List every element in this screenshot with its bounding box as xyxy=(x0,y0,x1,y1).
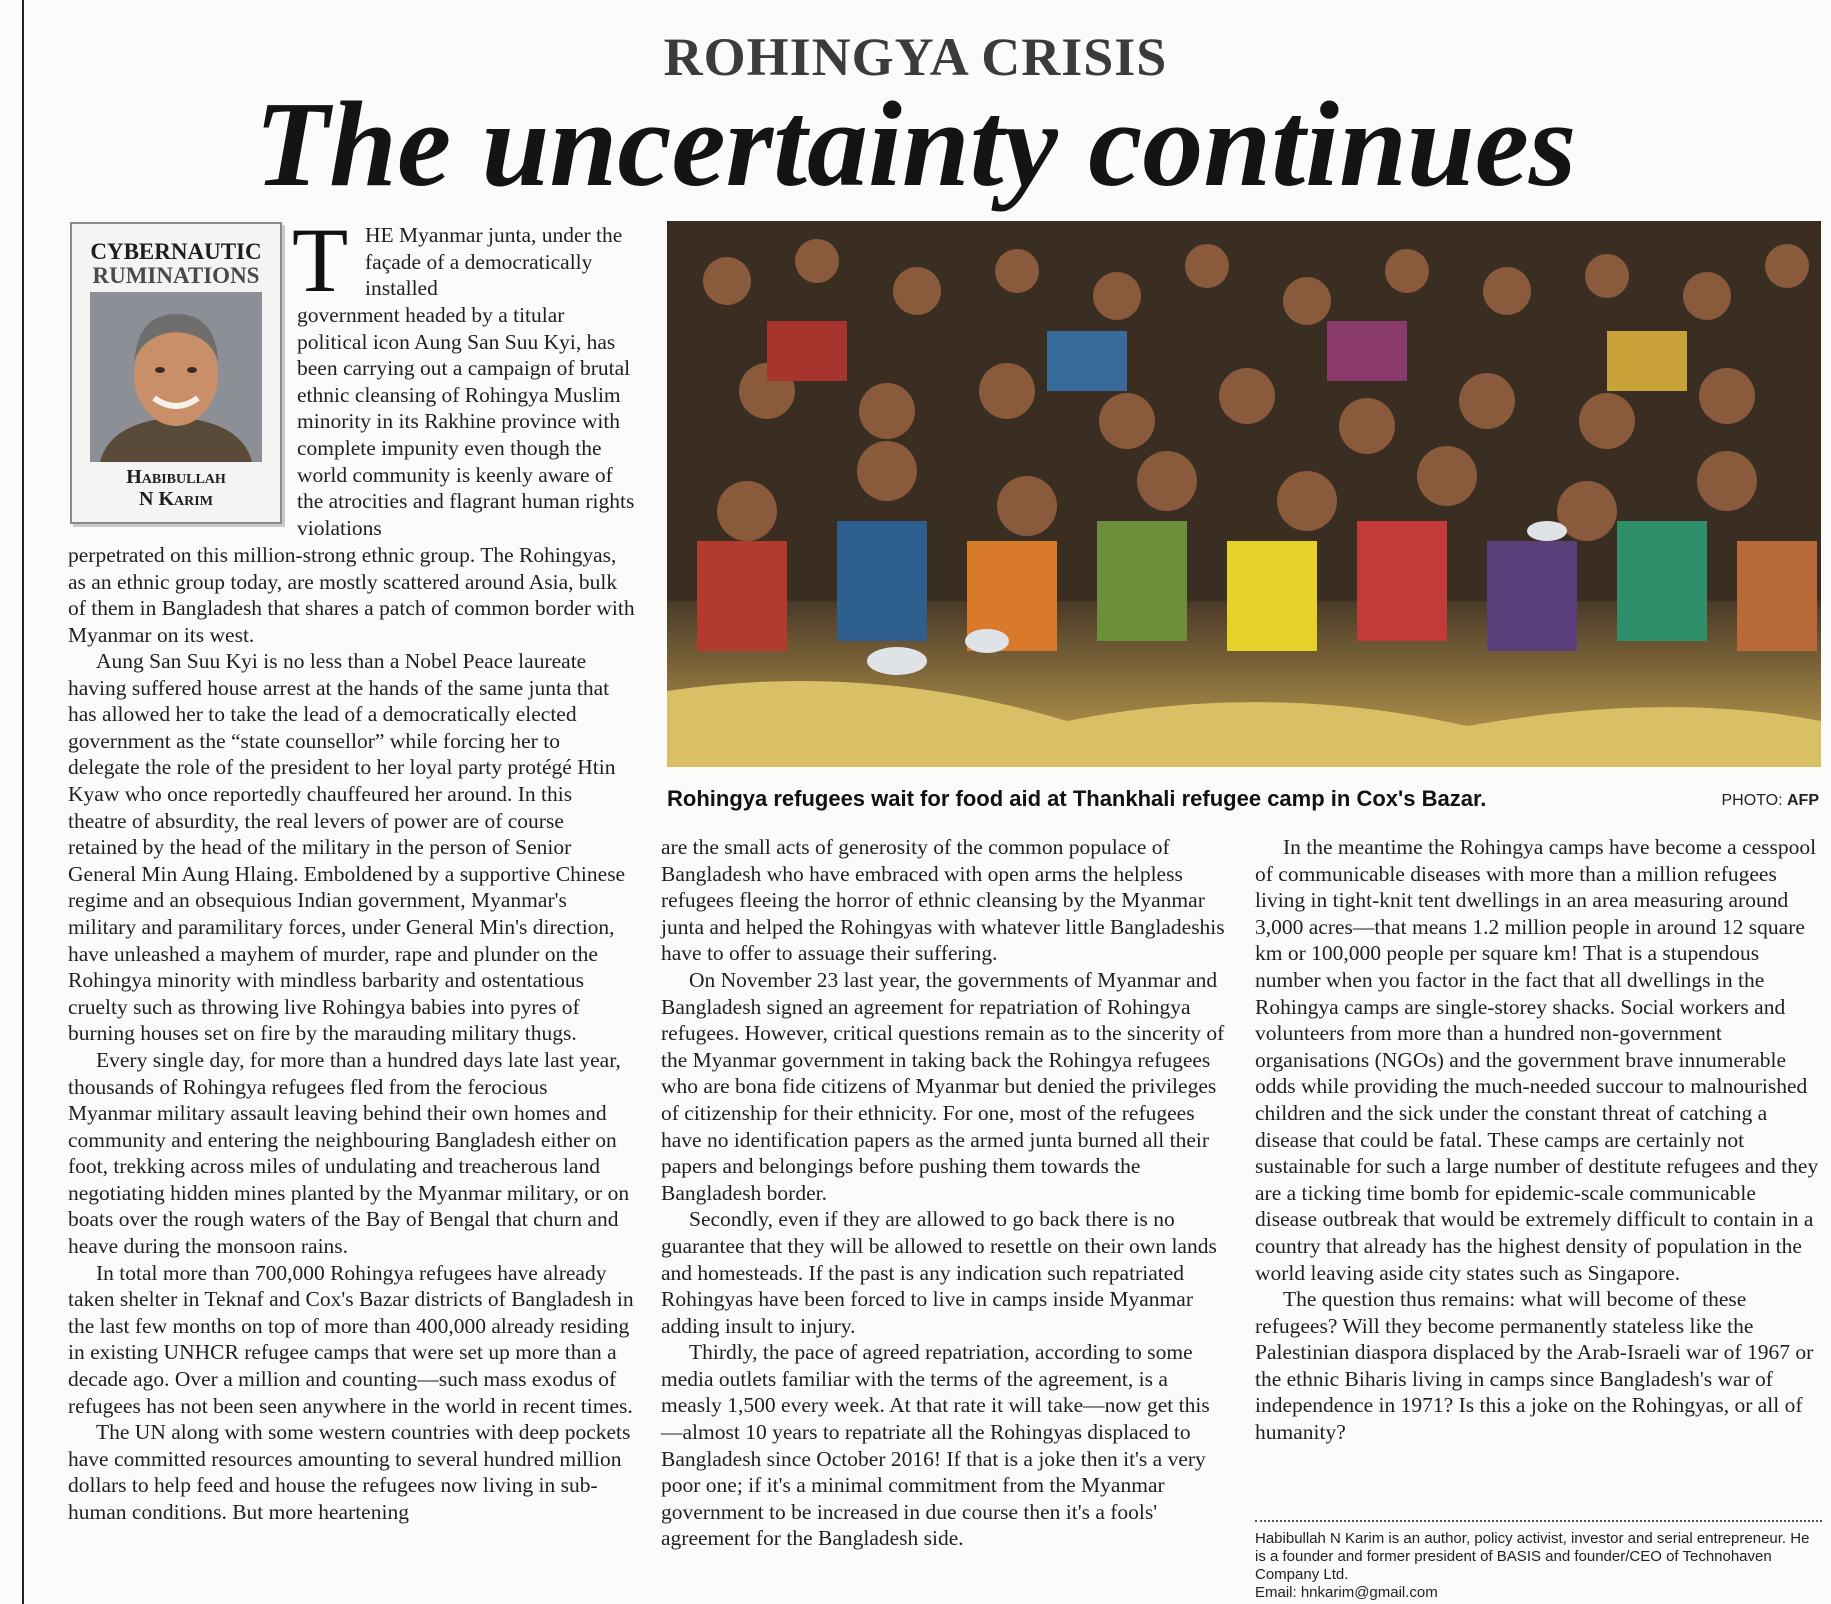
column-header-box xyxy=(70,222,282,524)
paragraph: The UN along with some western countries with deep pockets have committed resources amounting to several hundred million dollars to help feed and house the refugees now living in sub-human conditions. But more heartening xyxy=(68,1420,631,1524)
paragraph: In the meantime the Rohingya camps have become a cesspool of communicable diseases with more than a million refugees living in tight-knit tent dwellings in an area measuring around 3,000 acres—that means 1.2 million people in around 12 square km or 100,000 people per square km! That is a stupendous number when you factor in the fact that all dwellings in the Rohingya camps are single-storey shacks. Social workers and volunteers from more than a hundred non-government organisations (NGOs) and the government brave innumerable odds while providing the much-needed succour to malnourished children and the sick under the constant threat of catching a disease that could be fatal. These camps are certainly not sustainable for such a large number of destitute refugees and they are a ticking time bomb for epidemic-scale communicable disease outbreak that would be extremely difficult to contain in a country that already has the highest density of population in the world leaving aside city states such as Singapore. xyxy=(1255,835,1819,1285)
column-title: CYBERNAUTIC xyxy=(90,239,262,264)
left-column-text xyxy=(68,648,635,1526)
drop-cap: T xyxy=(292,209,349,311)
author-bio xyxy=(1255,1530,1822,1602)
photo-credit xyxy=(1722,792,1820,810)
paragraph: Secondly, even if they are allowed to go back there is no guarantee that they will be allowed to resettle on their own lands and homesteads. If the past is any indication such repatriated Rohingyas have been forced to live in camps inside Myanmar adding insult to injury. xyxy=(661,1207,1217,1338)
paragraph: Aung San Suu Kyi is no less than a Nobel Peace laureate having suffered house arrest at the hands of the same junta that has allowed her to take the lead of a democratically elected government as the “state counsellor” while forcing her to delegate the role of the president to her loyal party protégé Htin Kyaw who once reportedly chauffeured her around. In this theatre of absurdity, the real levers of power are of course retained by the head of the military in the person of Senior General Min Aung Hlaing. Emboldened by a supportive Chinese regime and an obsequious Indian government, Myanmar's military and paramilitary forces, under General Min's direction, have unleashed a mayhem of murder, rape and plunder on the Rohingya minority with mindless barbarity and ostentatious cruelty such as throwing live Rohingya babies into pyres of burning houses set on fire by the marauding military thugs. xyxy=(68,649,626,1046)
right-column-text xyxy=(1255,834,1822,1446)
section-kicker: ROHINGYA CRISIS xyxy=(663,27,1168,87)
intro-paragraph-b: government headed by a titular political icon Aung San Suu Kyi, has been carrying out a campaign of brutal ethnic cleansing of Rohingya Muslim minority in its Rakhine province with complete impunity even though the world community is keenly aware of the atrocities and flagrant human rights violations xyxy=(297,303,635,540)
column-author-line1: Habibullah xyxy=(126,466,226,488)
middle-column-text xyxy=(661,834,1231,1552)
bio-divider xyxy=(1255,1520,1822,1522)
paragraph: On November 23 last year, the governments of Myanmar and Bangladesh signed an agreement for repatriation of Rohingya refugees. However, critical questions remain as to the sincerity of the Myanmar government in taking back the Rohingya refugees who are bona fide citizens of Myanmar but denied the privileges of citizenship for their ethnicity. For one, most of the refugees have no identification papers as the armed junta burned all their papers and belongings before pushing them towards the Bangladesh border. xyxy=(661,967,1225,1205)
author-email[interactable]: Email: hnkarim@gmail.com xyxy=(1255,1584,1438,1601)
photo-caption: Rohingya refugees wait for food aid at Thankhali refugee camp in Cox's Bazar. xyxy=(667,786,1487,811)
paragraph: In total more than 700,000 Rohingya refugees have already taken shelter in Teknaf and Cox's Bazar districts of Bangladesh in the last few months on top of more than 400,000 already residing in existing UNHCR refugee camps that were set up more than a decade ago. Over a million and counting—such mass exodus of refugees has not been seen anywhere in the world in recent times. xyxy=(68,1260,634,1418)
author-bio-text: Habibullah N Karim is an author, policy activist, investor and serial entrepreneur. He is a founder and former president of BASIS and founder/CEO of Technohaven Company Ltd. xyxy=(1255,1530,1810,1583)
page-left-rule xyxy=(22,0,24,1604)
article-headline: The uncertainty continues xyxy=(254,77,1577,212)
paragraph: Every single day, for more than a hundred days late last year, thousands of Rohingya refugees fled from the ferocious Myanmar military assault leaving behind their own homes and community and entering the neighbouring Bangladesh either on foot, trekking across miles of undulating and treacherous land negotiating hidden mines planted by the Myanmar military, or on boats over the rough waters of the Bay of Bengal that churn and heave during the monsoon rains. xyxy=(68,1047,630,1259)
photo-credit-label: PHOTO: xyxy=(1721,792,1783,809)
intro-paragraph-c: perpetrated on this million-strong ethnic group. The Rohingyas, as an ethnic group today, are mostly scattered around Asia, bulk of them in Bangladesh that shares a patch of common border with Myanmar on its west. xyxy=(68,543,635,647)
intro-paragraph-a: HE Myanmar junta, under the façade of a democratically installed xyxy=(365,223,623,301)
paragraph: are the small acts of generosity of the common populace of Bangladesh who have embraced with open arms the helpless refugees fleeing the horror of ethnic cleansing by the Myanmar junta and helped the Rohingyas with whatever little Bangladeshis have to offer to assuage their suffering. xyxy=(661,835,1225,966)
paragraph: Thirdly, the pace of agreed repatriation, according to some media outlets familiar with the terms of the agreement, is a measly 1,500 every week. At that rate it will take—now get this—almost 10 years to repatriate all the Rohingyas displaced to Bangladesh since October 2016! If that is a joke then it's a very poor one; if it's a minimal commitment from the Myanmar government to be increased in due course then it's a fools' agreement for the Bangladesh side. xyxy=(661,1340,1210,1551)
paragraph: The question thus remains: what will become of these refugees? Will they become permanently stateless like the Palestinian diaspora displaced by the Arab-Israeli war of 1967 or the ethnic Biharis living in camps since Bangladesh's war of independence in 1971? Is this a joke on the Rohingyas, or all of humanity? xyxy=(1255,1287,1814,1445)
column-subtitle: RUMINATIONS xyxy=(92,263,260,288)
author-portrait xyxy=(90,292,262,462)
column-author-line2: N Karim xyxy=(139,488,213,510)
refugee-crowd-photo xyxy=(667,221,1821,767)
photo-credit-source: AFP xyxy=(1787,792,1819,809)
